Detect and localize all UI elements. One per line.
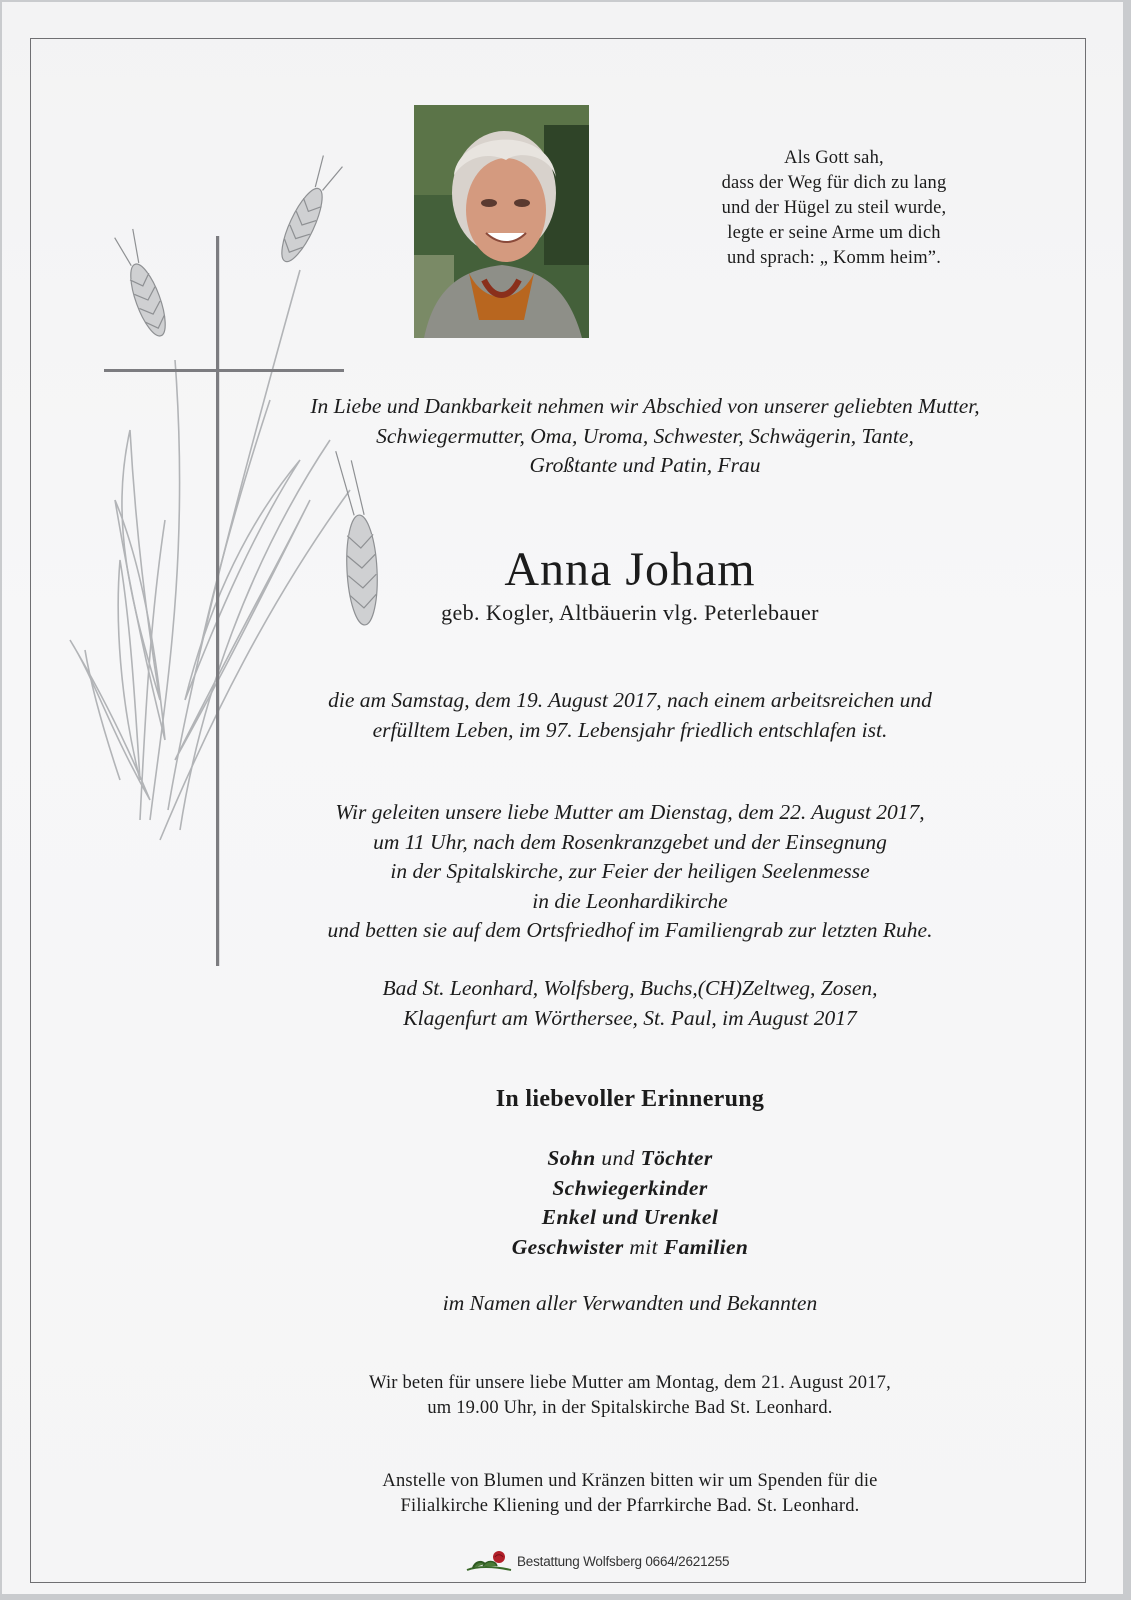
funeral-line: um 11 Uhr, nach dem Rosenkranzgebet und der Einsegnung (373, 829, 887, 854)
family-word: Geschwister (511, 1234, 624, 1259)
undertaker-text: Bestattung Wolfsberg 0664/2621255 (517, 1554, 730, 1569)
family-word: Sohn (547, 1146, 596, 1170)
prayer-line: um 19.00 Uhr, in der Spitalskirche Bad St. Leonhard. (427, 1398, 833, 1418)
portrait-photo (414, 105, 589, 338)
deceased-details: geb. Kogler, Altbäuerin vlg. Peterlebauer (441, 600, 819, 625)
intro-line: In Liebe und Dankbarkeit nehmen wir Abschied von unserer geliebten Mutter, (310, 394, 980, 418)
family-connector: und (595, 1146, 641, 1170)
death-notice (230, 685, 1030, 745)
portrait-image (414, 105, 589, 338)
family-list (330, 1144, 930, 1262)
intro-line: Schwiegermutter, Oma, Uroma, Schwester, Schwägerin, Tante, (376, 423, 914, 448)
relatives-line: im Namen aller Verwandten und Bekannten (442, 1291, 818, 1315)
funeral-line: in der Spitalskirche, zur Feier der heiligen Seelenmesse (390, 859, 870, 883)
deceased-name: Anna Joham (504, 543, 756, 596)
donation-line: Anstelle von Blumen und Kränzen bitten wir um Spenden für die (382, 1471, 878, 1491)
prayer-line: Wir beten für unsere liebe Mutter am Montag, dem 21. August 2017, (369, 1373, 891, 1393)
donation-line: Filialkirche Kliening und der Pfarrkirche Bad. St. Leonhard. (400, 1496, 860, 1516)
rose-logo-icon (465, 1548, 515, 1572)
family-word: Töchter (640, 1146, 713, 1170)
places-line: Klagenfurt am Wörthersee, St. Paul, im August 2017 (403, 1005, 857, 1030)
poem-line: dass der Weg für dich zu lang (721, 173, 947, 193)
donation-notice (250, 1469, 1010, 1519)
funeral-notice (230, 798, 1030, 946)
funeral-line: und betten sie auf dem Ortsfriedhof im Familiengrab zur letzten Ruhe. (327, 918, 933, 942)
intro-text (230, 392, 1060, 481)
death-line: die am Samstag, dem 19. August 2017, nach einem arbeitsreichen und (328, 688, 932, 712)
places-line: Bad St. Leonhard, Wolfsberg, Buchs,(CH)Zeltweg, Zosen, (382, 976, 878, 1000)
family-line: Schwiegerkinder (552, 1175, 708, 1200)
intro-line: Großtante und Patin, Frau (529, 453, 761, 477)
undertaker-footer (465, 1548, 795, 1572)
family-line: Enkel und Urenkel (541, 1205, 719, 1229)
family-line (330, 1144, 930, 1174)
family-word: Familien (663, 1234, 749, 1259)
memory-heading: In liebevoller Erinnerung (495, 1086, 765, 1112)
funeral-line: in die Leonhardikirche (532, 888, 728, 913)
places-date (230, 974, 1030, 1033)
poem-line: und sprach: „ Komm heim”. (726, 248, 942, 268)
family-connector: mit (623, 1234, 664, 1259)
death-line: erfülltem Leben, im 97. Lebensjahr friedlich entschlafen ist. (372, 718, 888, 742)
family-line (330, 1233, 930, 1263)
funeral-line: Wir geleiten unsere liebe Mutter am Dienstag, dem 22. August 2017, (335, 800, 925, 824)
poem-line: legte er seine Arme um dich (727, 223, 941, 243)
poem-line: und der Hügel zu steil wurde, (721, 198, 947, 218)
poem (672, 146, 996, 271)
poem-line: Als Gott sah, (784, 148, 884, 168)
prayer-notice (250, 1371, 1010, 1421)
